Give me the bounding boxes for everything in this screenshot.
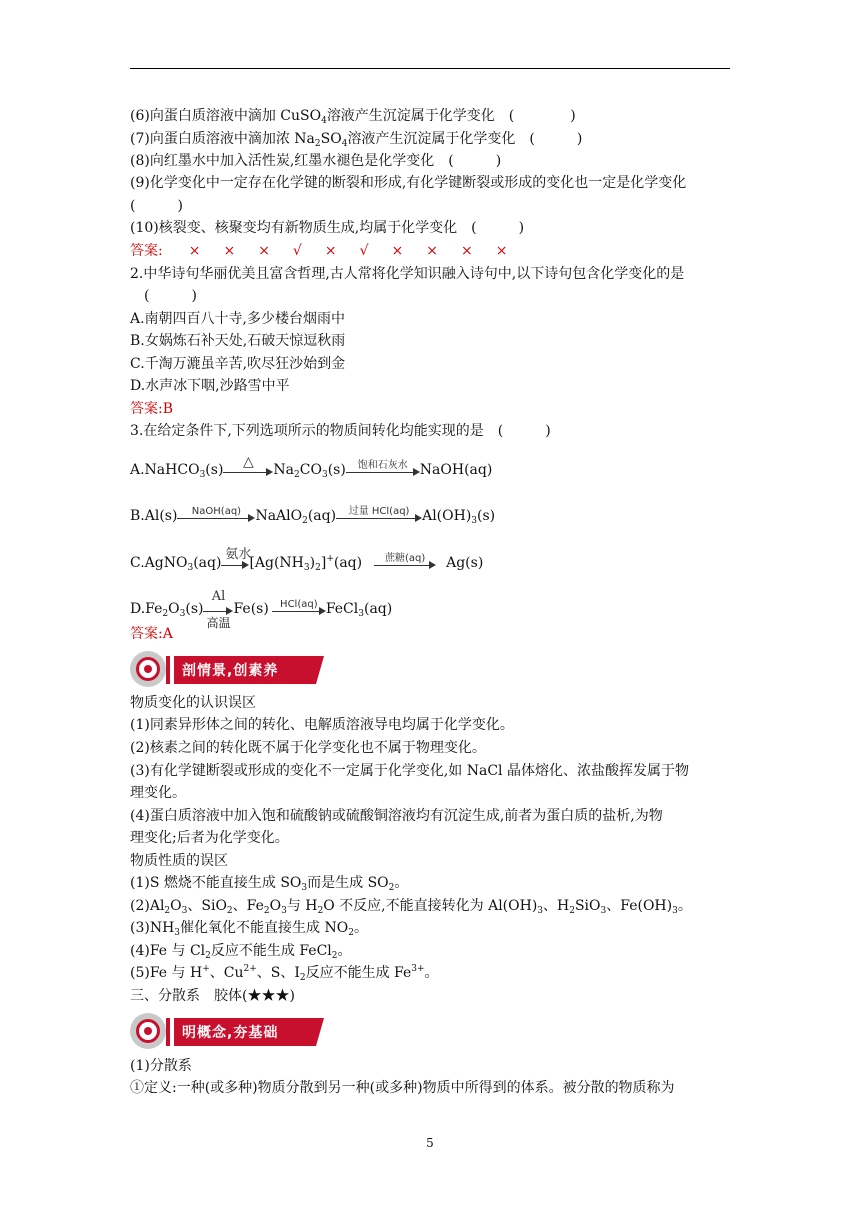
question-9-line-1: (9)化学变化中一定存在化学键的断裂和形成,有化学键断裂或形成的变化也一定是化学变化 [130,175,687,191]
paragraph: $(3)NH_3$催化氧化不能直接生成 $NO_2$。 [130,920,368,938]
section-banner-concept [130,1012,320,1050]
question-9-line-2: ( ) [130,198,183,214]
paragraph: (5)Fe 与 H+、$Cu^{2+}$、S、$I_2$反应不能生成 $Fe^{3+}$。 [130,964,439,983]
question-3-answer: 答案:A [130,626,173,642]
paragraph: (2)核素之间的转化既不属于化学变化也不属于物理变化。 [130,740,486,756]
paragraph: (4)Fe 与 $Cl_2$反应不能生成 FeCl$_2$。 [130,943,352,961]
question-10: (10)核裂变、核聚变均有新物质生成,均属于化学变化 ( ) [130,220,525,236]
section-title: 物质变化的认识误区 [130,695,256,711]
answer-mark: × [324,243,337,259]
question-2-option-c: C.千淘万漉虽辛苦,吹尽狂沙始到金 [130,356,346,372]
answer-mark: × [460,243,473,259]
question-2-stem: 2.中华诗句华丽优美且富含哲理,古人常将化学知识融入诗句中,以下诗句包含化学变化的是 [130,266,685,282]
question-3-option-a: A.NaHCO$_3$(s) △ $Na_2CO_3(s)$ 饱和石灰水 NaOH(aq) [130,454,493,480]
question-8: (8)向红墨水中加入活性炭,红墨水褪色是化学变化 ( ) [130,153,502,169]
answer-mark: √ [292,243,302,259]
answer-mark: × [495,243,508,259]
paragraph: (4)蛋白质溶液中加入饱和硫酸钠或硫酸铜溶液均有沉淀生成,前者为蛋白质的盐析,为物 [130,808,663,824]
question-7: (7)向蛋白质溶液中滴加浓 $Na_2SO_4$溶液产生沉淀属于化学变化 ( ) [130,131,583,149]
reaction-arrow: 蔗糖(aq) [374,551,436,575]
reaction-arrow: 过量 HCl(aq) [336,504,422,528]
answer-mark: × [426,243,438,259]
paragraph: (3)有化学键断裂或形成的变化不一定属于化学变化,如 NaCl 晶体熔化、浓盐酸挥发属于物 [130,763,689,779]
section-banner-scenario [130,650,320,688]
question-2-option-d: D.水声冰下咽,沙路雪中平 [130,378,290,394]
paragraph: 理变化;后者为化学变化。 [130,830,289,846]
question-2-blank: ( ) [144,288,197,304]
paragraph: (1)分散系 [130,1058,192,1074]
page-number: 5 [426,1136,434,1150]
paragraph: 理变化。 [130,785,186,801]
section-title: 物质性质的误区 [130,853,228,869]
paragraph: $(2)Al_2O_3$、SiO$_2$、$Fe_2O_3$与 $H_2O$ 不反应,不能直接转化为 $Al(OH)_3$、$H_2SiO_3$、$Fe(OH)_3$。 [130,898,692,916]
question-6: (6)向蛋白质溶液中滴加 CuSO$_4$溶液产生沉淀属于化学变化 ( ) [130,108,576,126]
reaction-arrow: △ [223,458,273,482]
reaction-arrow: Al 高温 [203,597,233,621]
banner-label: 明概念,夯基础 [182,1025,279,1041]
question-2-option-a: A.南朝四百八十寺,多少楼台烟雨中 [130,311,346,327]
question-3-option-d: $D.Fe_2O_3(s)$ Al 高温 Fe(s) HCl(aq) FeCl$_3$(aq) [130,589,393,630]
reaction-arrow: NaOH(aq) [177,504,255,528]
answer-label: 答案: [130,243,163,259]
header-rule [130,68,730,69]
reaction-arrow: 氨水 [221,551,249,575]
answer-mark: √ [359,243,369,259]
paragraph: (1)同素异形体之间的转化、电解质溶液导电均属于化学变化。 [130,717,514,733]
banner-label: 剖情景,创素养 [182,663,279,679]
answer-mark: × [391,243,404,259]
question-3-option-b: B.Al(s) NaOH(aq) NaAlO$_2$(aq) 过量 HCl(aq) $Al(OH)_3(s)$ [130,506,496,526]
reaction-arrow: HCl(aq) [272,597,326,621]
question-3-option-c: C.AgNO$_3$(aq) 氨水 $[Ag(NH_3)_2]^+(aq)$ 蔗糖(aq) Ag(s) [130,547,484,573]
paragraph: (1)S 燃烧不能直接生成 $SO_3$而是生成 $SO_2$。 [130,875,409,893]
answer-mark: × [223,243,236,259]
section-heading: 三、分散系 胶体(★★★) [130,988,295,1004]
question-2-option-b: B.女娲炼石补天处,石破天惊逗秋雨 [130,333,346,349]
reaction-arrow: 饱和石灰水 [346,458,420,482]
paragraph: ①定义:一种(或多种)物质分散到另一种(或多种)物质中所得到的体系。被分散的物质称为 [130,1080,675,1096]
question-2-answer: 答案:B [130,401,174,417]
question-3-stem: 3.在给定条件下,下列选项所示的物质间转化均能实现的是 ( ) [130,423,551,439]
answer-mark: × [258,243,270,259]
answer-mark: × [188,243,201,259]
answer-row-1 [130,241,518,261]
